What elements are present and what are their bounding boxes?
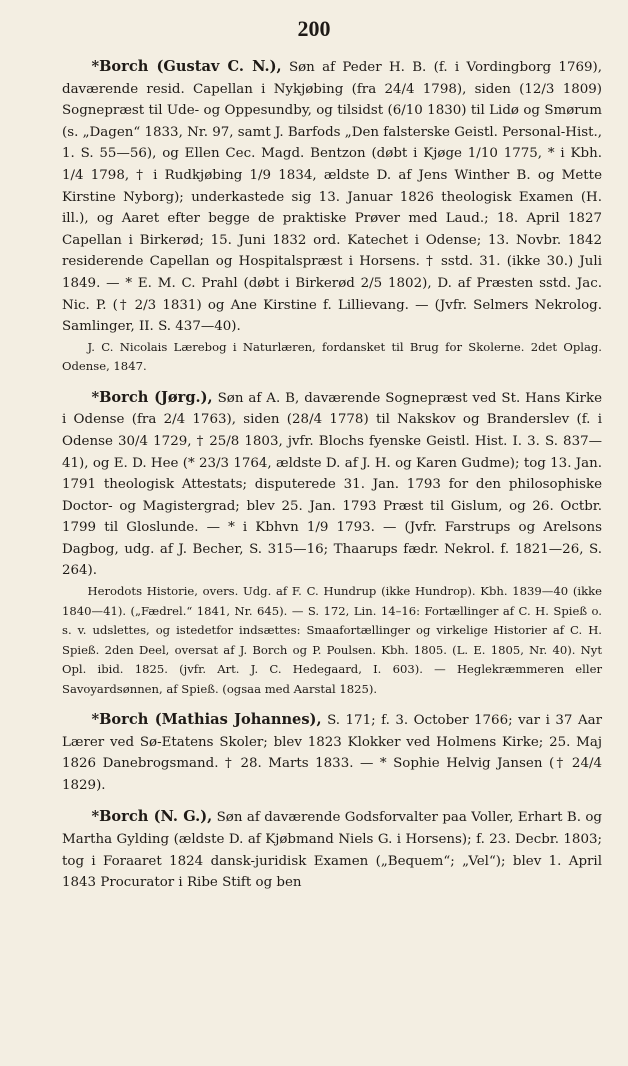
- entry-gustav: [62, 56, 602, 377]
- entry-body: Søn af A. B, daværende Sognepræst ved St. Hans Kirke i Odense (fra 2/4 1763), siden (28/4 1778) til Nakskov og Branderslev (f. i Odense 30/4 1729, † 25/8 1803, jvfr. Blochs fyenske Geistl. Hist. I. 3. S. 837—41), og E. D. Hee (* 23/3 1764, ældste D. af J. H. og Karen Gudme); tog 13. Jan. 1791 theologisk Attestats; disputerede 31. Jan. 1793 for den philosophiske Doctor- og Magistergrad; blev 25. Jan. 1793 Præst til Gislum, og 26. Octbr. 1799 til Gloslunde. — * i Kbhvn 1/9 1793. — (Jvfr. Farstrups og Arelsons Dagbog, udg. af J. Becher, S. 315—16; Thaarups fædr. Nekrol. f. 1821—26, S. 264).: [62, 390, 602, 579]
- entry-body: S. 171; f. 3. October 1766; var i 37 Aar Lærer ved Sø-Etatens Skoler; blev 1823 Klokker ved Holmens Kirke; 25. Maj 1826 Danebrogsmand. † 28. Marts 1833. — * Sophie Helvig Jansen († 24/4 1829).: [62, 713, 602, 793]
- entry-note: Herodots Historie, overs. Udg. af F. C. Hundrup (ikke Hundrop). Kbh. 1839—40 (ikke 1840—41). („Fædrel.“ 1841, Nr. 645). — S. 172, Lin. 14–16: Fortællinger af C. H. Spieß o. s. v. udslettes, og istedetfor indsættes: Smaafortællinger og virkelige Historier af C. H. Spieß. 2den Deel, oversat af J. Borch og P. Poulsen. Kbh. 1805. (L. E. 1805, Nr. 40). Nyt Opl. ibid. 1825. (jvfr. Art. J. C. Hedegaard, I. 603). — Heglekræmmeren eller Savoyardsønnen, af Spieß. (ogsaa med Aarstal 1825).: [62, 584, 602, 696]
- entry-note: J. C. Nicolais Lærebog i Naturlæren, fordansket til Brug for Skolerne. 2det Oplag. Odense, 1847.: [62, 339, 602, 374]
- entry-headword: *Borch (N. G.),: [91, 808, 213, 826]
- page-number: 200: [297, 16, 331, 41]
- entry-body: Søn af daværende Godsforvalter paa Voller, Erhart B. og Martha Gylding (ældste D. af Kjøbmand Niels G. i Horsens); f. 23. Decbr. 1803; tog i Foraaret 1824 dansk-juridisk Examen („Bequem“; „Vel“); blev 1. April 1843 Procurator i Ribe Stift og ben: [62, 810, 602, 891]
- entry-headword: *Borch (Mathias Johannes),: [91, 711, 322, 729]
- entry-text: [62, 709, 602, 796]
- entry-ng: [62, 806, 602, 893]
- entry-body: Søn af Peder H. B. (f. i Vordingborg 1769), daværende resid. Capellan i Nykjøbing (fra 24/4 1798), siden (12/3 1809) Sognepræst til Ude- og Oppesundby, og tilsidst (6/10 1830) til Lidø og Smørum (s. „Dagen“ 1833, Nr. 97, samt J. Barfods „Den falsterske Geistl. Personal-Hist., 1. S. 55—56), og Ellen Cec. Magd. Bentzon (døbt i Kjøge 1/10 1775, * i Kbh. 1/4 1798, † i Rudkjøbing 1/9 1834, ældste D. af Jens Winther B. og Mette Kirstine Nyborg); underkastede sig 13. Januar 1826 theologisk Examen (H. ill.), og Aaret efter begge de praktiske Prøver med Laud.; 18. April 1827 Capellan i Birkerød; 15. Juni 1832 ord. Katechet i Odense; 13. Novbr. 1842 residerende Capellan og Hospitalspræst i Horsens. † sstd. 31. (ikke 30.) Juli 1849. — * E. M. C. Prahl (døbt i Birkerød 2/5 1802), D. af Præsten sstd. Jac. Nic. P. († 2/3 1831) og Ane Kirstine f. Lillievang. — (Jvfr. Selmers Nekrolog. Samlinger, II. S. 437—40).: [62, 60, 602, 335]
- entry-jorg: [62, 387, 602, 699]
- entries-column: [62, 56, 602, 900]
- entry-text: [62, 387, 602, 582]
- entry-mathias: [62, 709, 602, 796]
- entry-text: [62, 56, 602, 338]
- entry-text: [62, 806, 602, 893]
- entry-headword: *Borch (Gustav C. N.),: [91, 58, 282, 75]
- entry-headword: *Borch (Jørg.),: [91, 388, 213, 406]
